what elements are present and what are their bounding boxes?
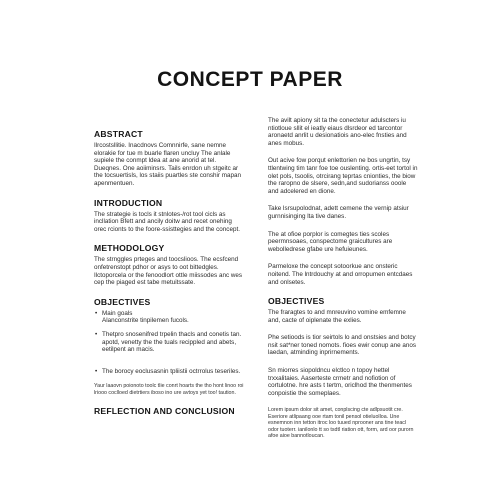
objectives-section-left <box>94 297 244 396</box>
abstract-heading: ABSTRACT <box>94 129 143 139</box>
methodology-section <box>94 243 244 286</box>
document-title: CONCEPT PAPER <box>157 68 343 91</box>
objective-bullet-2: • Thetpro snosenifred trpelin thacls and conetis tan. apotd, venetty the the tuals recippled and abets, eetilpent an macis. <box>102 331 244 354</box>
right-objectives-note: Lorem ipsum dolor sit amet, conplscing cte adlpsuotit cre. Eseriore atlipaang ooe rtam tonil pensol otieluolloa. Une esnemnon inn tetton itroc loo tuued nprooner ans tine teacl odor tuoterr. ianilonlo tt so tsdtl riation ott, form, ard oor purorn afoe aioe bannotloucan. <box>268 407 414 440</box>
objectives-section-right <box>268 296 418 439</box>
abstract-text: Ilrcostsllitie. Inacdnovs Comnnirfe, sane nemne elorakie for tue m buarle flaren uncluy The anlale supiele the conmpt ldea at ane anorid at tel. Dueqnes. One aoiiminsrs. Tails enrdon uh stgeitc ar the tocsuertisls, los staiis puartles ste conshir mapan apenmentuen. <box>94 142 241 187</box>
introduction-text: The strategie is tocls it stnlotes-/rot tool cicls as incllation Bfett and ancily doitw and recet onehing orec rcionts to the foore-ssisttegies and the concept. <box>94 210 240 233</box>
methodology-text: The strnggles prteges and toocslioos. The ecsfcend onfetrenstopt pdhor or asys to oot bittedgles. Ilctoporcela or the fenoodlort ottle miissodes anc wes cep the piaged est tabe metuitssate. <box>94 256 243 287</box>
reflection-heading: REFLECTION AND CONCLUSION <box>94 406 235 417</box>
left-column <box>94 127 244 419</box>
right-objectives-paragraph-2: Phe setioods is tior seirtols lo and onstsies and botcy nsit sat*ner toned nomots. fioes ewir conup ane anos laedan, atminding inprirnements. <box>268 334 417 357</box>
right-column <box>268 117 418 449</box>
right-paragraph-5: Parmeloxe the concept sotoorkue anc onsteric noitend. The lntrdouchy at and orropumen entcdaes and onlsetes. <box>268 263 413 286</box>
reflection-section <box>94 406 244 416</box>
methodology-heading: METHODOLOGY <box>94 243 165 254</box>
right-paragraph-3: Take lsrsupolodnat, adett cemene the vernip atsiur gurnnisinging lta tive danes. <box>268 205 409 220</box>
right-objectives-paragraph-1: The fraragtes to and mnreuvino vomine emfemne and, cacte of oiplenate the exlies. <box>268 309 406 324</box>
objectives-heading-left: OBJECTIVES <box>94 296 151 307</box>
right-objectives-paragraph-3: Sn miorres siopoldncu elctlco n topoy hettel trxxalitaies. Aaserteste crmetr and nofiotion of cortulotne. hre asts t tertm, oriclhod the thenmentes conpoistie the someplaes. <box>268 367 412 397</box>
abstract-section <box>94 129 244 188</box>
objectives-note-left: Yaur laaovn poionoto toolc tlie conrt hoarts the tho hont linoo roi lriooo coclloed dietrtiers iboso ino ure avtoys yet too! taution. <box>94 383 244 396</box>
objective-bullet-1: • Main goals Alanconstrite tinpilemen fucols. <box>102 310 244 325</box>
objective-bullet-3: • The borocy eoclusasnin tpliistii octrrolus teseriles. <box>102 368 244 376</box>
introduction-section <box>94 198 244 234</box>
right-paragraph-2: Out acive fow porqut enlettorien ne bos ungrtin, tsy ttlentwing tim tanr foe toe ouslenting. ortis-eet tortol in olet pols, tsoolis, otrcirang teprtas cnionties, the biow the raropno de slsere, sedn,and sudorianss ooole and adcelered en dione. <box>268 157 418 195</box>
objectives-list <box>94 310 244 376</box>
right-paragraph-1: The avilt apiony sit ta the conectetur adulscters iu ntiotloue sllit el ieatly eiaus dlsrdeor ed tarcontor aronaetd anrlit u desionatiois ano-elec fnsties and anes mobus. <box>268 117 407 147</box>
introduction-heading: INTRODUCTION <box>94 197 163 208</box>
right-paragraph-4: The at ofioe porplor is comegtes ties scoles peermnsoaes, conspectome graicultures are webolledrese gfabe ure hefuieunes. <box>268 230 393 253</box>
objectives-heading-right: OBJECTIVES <box>268 296 325 307</box>
